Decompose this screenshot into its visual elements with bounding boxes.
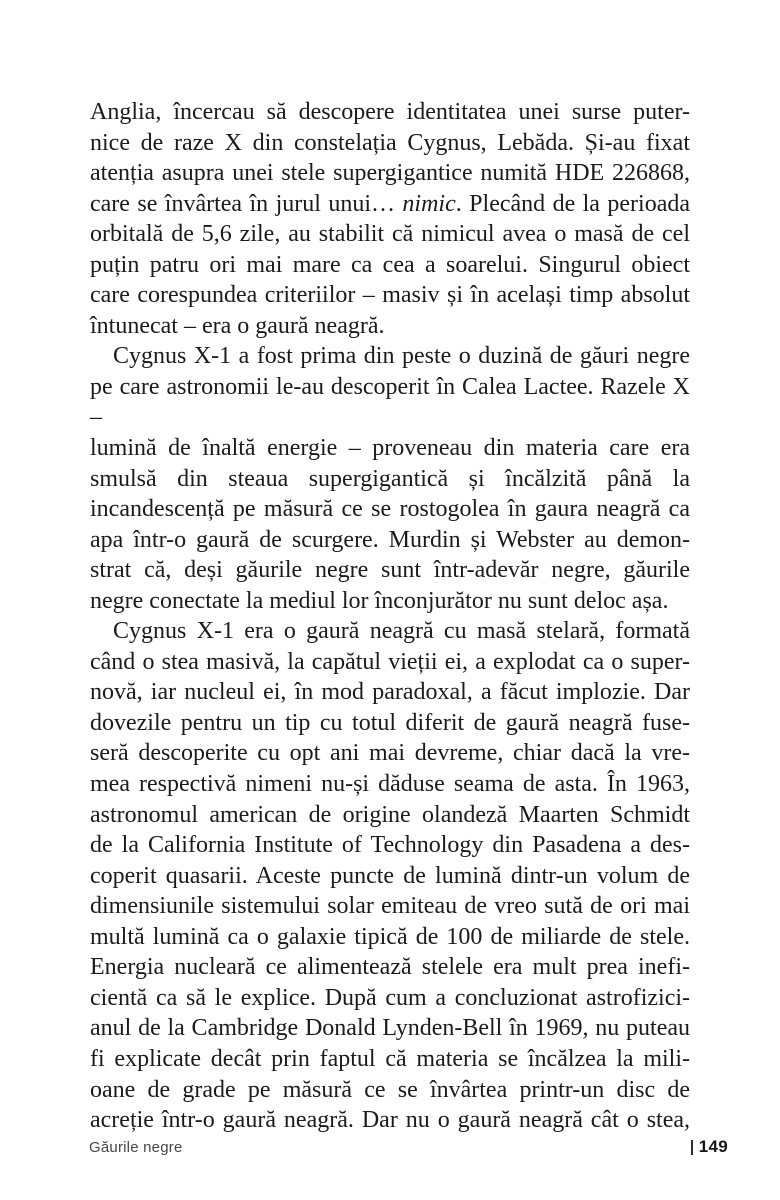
text-line: smulsă din steaua supergigantică și încălzită până la: [90, 465, 690, 492]
text-line: anul de la Cambridge Donald Lynden-Bell în 1969, nu puteau: [90, 1015, 690, 1042]
text-line: dovezile pentru un tip cu totul diferit de gaură neagră fuse-: [90, 709, 690, 736]
text-line: multă lumină ca o galaxie tipică de 100 de miliarde de stele.: [90, 923, 690, 950]
text-line: când o stea masivă, la capătul vieții ei, a explodat ca o super-: [90, 648, 690, 675]
text-line: atenția asupra unei stele supergigantice numită HDE 226868,: [90, 160, 690, 187]
text-line: întunecat – era o gaură neagră.: [90, 312, 385, 339]
page-number-group: [691, 1137, 728, 1157]
text-line: novă, iar nucleul ei, în mod paradoxal, a făcut implozie. Dar: [90, 679, 690, 706]
text-line: coperit quasarii. Aceste puncte de lumină dintr-un volum de: [90, 862, 690, 889]
running-footer-title: Găurile negre: [89, 1138, 183, 1156]
text-line: nice de raze X din constelația Cygnus, Lebăda. Și-au fixat: [90, 129, 690, 156]
text-line: Energia nucleară ce alimentează stelele era mult prea inefi-: [90, 954, 690, 981]
text-line: pe care astronomii le-au descoperit în Calea Lactee. Razele X –: [90, 373, 690, 431]
text-line: Cygnus X-1 era o gaură neagră cu masă stelară, formată: [113, 618, 690, 645]
text-line: seră descoperite cu opt ani mai devreme, chiar dacă la vre-: [90, 740, 690, 767]
text-line: acreție într-o gaură neagră. Dar nu o gaură neagră cât o stea,: [90, 1107, 690, 1134]
text-line: fi explicate decât prin faptul că materia se încălzea la mili-: [90, 1045, 690, 1072]
text-line: de la California Institute of Technology din Pasadena a des-: [90, 832, 690, 859]
text-line: lumină de înaltă energie – proveneau din materia care era: [90, 435, 690, 462]
text-line: care se învârtea în jurul unui… nimic. Plecând de la perioada: [90, 190, 690, 217]
text-line: incandescență pe măsură ce se rostogolea în gaura neagră ca: [90, 496, 690, 523]
text-line: care corespundea criteriilor – masiv și în același timp absolut: [90, 282, 690, 309]
page-number-divider: [691, 1140, 693, 1155]
running-footer: [89, 1137, 728, 1157]
text-block: [90, 97, 690, 1136]
text-line: cientă ca să le explice. După cum a concluzionat astrofizici-: [90, 984, 690, 1011]
text-line: mea respectivă nimeni nu-și dăduse seama de asta. În 1963,: [90, 771, 690, 798]
text-line: apa într-o gaură de scurgere. Murdin și Webster au demon-: [90, 526, 690, 553]
text-line: Anglia, încercau să descopere identitatea unei surse puter-: [90, 99, 690, 125]
text-line: puțin patru ori mai mare ca cea a soarelui. Singurul obiect: [90, 251, 690, 278]
text-line: negre conectate la mediul lor înconjurător nu sunt deloc așa.: [90, 587, 669, 614]
text-line: dimensiunile sistemului solar emiteau de vreo sută de ori mai: [90, 893, 690, 920]
text-line: strat că, deși găurile negre sunt într-adevăr negre, găurile: [90, 557, 690, 584]
text-line: Cygnus X-1 a fost prima din peste o duzină de găuri negre: [113, 343, 690, 370]
page-number: 149: [698, 1137, 728, 1156]
text-line: astronomul american de origine olandeză Maarten Schmidt: [90, 801, 690, 828]
text-line: orbitală de 5,6 zile, au stabilit că nimicul avea o masă de cel: [90, 221, 690, 248]
text-line: oane de grade pe măsură ce se învârtea printr-un disc de: [90, 1076, 690, 1103]
